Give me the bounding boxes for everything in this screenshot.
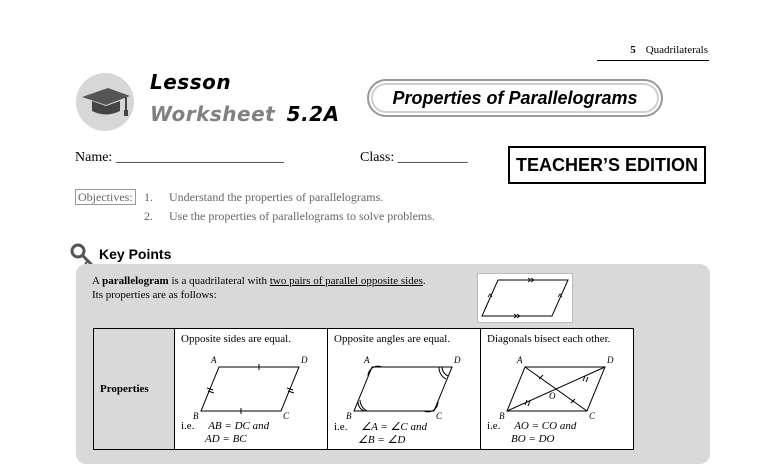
key-points-title: Key Points bbox=[99, 246, 172, 262]
worksheet-number: 5.2A bbox=[286, 102, 340, 126]
worksheet-label bbox=[150, 102, 340, 126]
vertex-label: D bbox=[454, 355, 461, 365]
chapter-number: 5 bbox=[630, 44, 636, 56]
vertex-label: B bbox=[499, 411, 505, 419]
parallelogram-diagram bbox=[328, 349, 480, 419]
worksheet-word: Worksheet bbox=[150, 102, 276, 126]
topic-title: Properties of Parallelograms bbox=[367, 79, 663, 117]
property-equation-2 bbox=[358, 433, 405, 446]
vertex-label: C bbox=[589, 411, 596, 419]
ie-label: i.e. bbox=[334, 421, 348, 433]
definition-text: A bbox=[92, 275, 103, 287]
objectives-label: Objectives: bbox=[75, 189, 136, 205]
property-heading: Diagonals bisect each other. bbox=[487, 333, 611, 345]
parallelogram-figure bbox=[477, 273, 573, 323]
vertex-label: C bbox=[436, 411, 443, 419]
vertex-label: A bbox=[517, 355, 523, 365]
chapter-title: Quadrilaterals bbox=[645, 44, 708, 56]
name-field: Name: ________________________ bbox=[75, 150, 284, 165]
vertex-label: A bbox=[211, 355, 217, 365]
property-statement bbox=[334, 420, 427, 433]
table-row bbox=[94, 329, 634, 450]
vertex-label: C bbox=[283, 411, 290, 419]
chapter-heading bbox=[630, 44, 708, 56]
vertex-label: B bbox=[346, 411, 352, 419]
parallelogram-diagram bbox=[175, 349, 327, 419]
property-heading: Opposite sides are equal. bbox=[181, 333, 291, 345]
ie-label: i.e. bbox=[487, 420, 501, 432]
parallelogram-definition bbox=[92, 275, 426, 287]
definition-text: . bbox=[422, 275, 426, 287]
graduation-cap-icon bbox=[76, 73, 134, 131]
properties-table bbox=[93, 328, 634, 450]
property-heading: Opposite angles are equal. bbox=[334, 333, 451, 345]
edition-badge: TEACHER’S EDITION bbox=[508, 146, 706, 184]
property-equation: BO = DO bbox=[511, 433, 555, 445]
ie-label: i.e. bbox=[181, 420, 195, 432]
properties-intro: Its properties are as follows: bbox=[92, 289, 217, 301]
objective-number: 2. bbox=[144, 209, 153, 223]
property-cell-sides bbox=[175, 329, 328, 450]
vertex-label: O bbox=[549, 391, 556, 401]
lesson-label: Lesson bbox=[150, 70, 232, 94]
objective-text: Understand the properties of parallelograms. bbox=[169, 190, 384, 204]
vertex-label: A bbox=[364, 355, 370, 365]
row-header-cell bbox=[94, 329, 175, 450]
definition-term: parallelogram bbox=[102, 275, 169, 287]
property-equation: AB = DC and bbox=[208, 420, 270, 432]
property-equation: AD = BC bbox=[205, 433, 247, 445]
property-equation-2 bbox=[205, 433, 247, 445]
property-cell-angles bbox=[328, 329, 481, 450]
definition-text: is a quadrilateral with bbox=[168, 275, 270, 287]
vertex-label: D bbox=[607, 355, 614, 365]
vertex-label: B bbox=[193, 411, 199, 419]
definition-underlined: two pairs of parallel opposite sides bbox=[269, 275, 423, 287]
objective-number: 1. bbox=[144, 190, 153, 204]
class-field: Class: __________ bbox=[360, 150, 468, 165]
vertex-label: D bbox=[301, 355, 308, 365]
property-equation: ∠A = ∠C and bbox=[361, 421, 427, 433]
row-header: Properties bbox=[100, 383, 149, 395]
objective-text: Use the properties of parallelograms to solve problems. bbox=[169, 209, 435, 223]
property-equation: AO = CO and bbox=[514, 420, 577, 432]
header-rule bbox=[597, 60, 709, 61]
property-statement bbox=[181, 420, 269, 432]
property-equation: ∠B = ∠D bbox=[358, 434, 406, 446]
property-statement bbox=[487, 420, 576, 432]
property-cell-diagonals bbox=[481, 329, 634, 450]
parallelogram-diagram bbox=[481, 349, 633, 419]
property-equation-2 bbox=[511, 433, 554, 445]
